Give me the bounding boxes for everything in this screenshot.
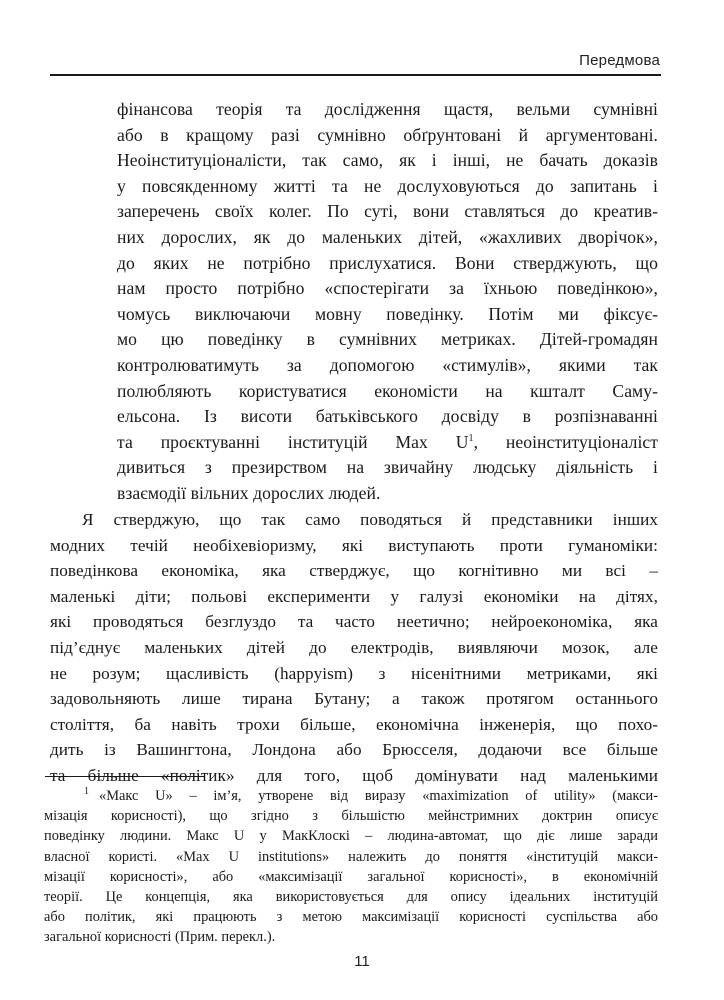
paragraph-line: не розум; щасливість (happyism) з нісенітними метриками, які — [50, 663, 658, 683]
footnote-line: загальної корисності (Прим. перекл.). — [44, 929, 276, 946]
footnote — [44, 786, 658, 948]
footnote-line: теорії. Це концепція, яка використовується для опису ідеальних інституцій — [44, 888, 658, 905]
quote-line: Неоінституціоналісти, так само, як і інші, не бачать доказів — [117, 150, 658, 171]
indented-quote-block — [117, 97, 658, 507]
running-head: Передмова — [579, 52, 660, 69]
footnote-line: власної користі. «Max U institutions» належить до поняття «інституцій макси- — [44, 848, 658, 865]
paragraph-line: під’єднує маленьких дітей до електродів, виявляючи мозок, але — [50, 637, 658, 657]
page-number: 11 — [354, 953, 370, 970]
paragraph-line: які проводяться безглуздо та часто неетично; нейроекономіка, яка — [50, 612, 658, 632]
header-rule — [50, 74, 661, 76]
paragraph-line: Я стверджую, що так само поводяться й представники інших — [82, 510, 658, 529]
quote-line: нам просто потрібно «спостерігати за їхньою поведінкою», — [117, 278, 658, 299]
paragraph-line: дить із Вашингтона, Лондона або Брюсселя, додаючи все більше — [50, 740, 658, 760]
quote-line-tail: , неоінституціоналіст — [473, 431, 658, 452]
footnote-line: поведінку людини. Макс U у МакКлоскі – людина-автомат, що діє лише заради — [44, 828, 658, 845]
footnote-line — [44, 786, 658, 806]
footnote-line: мізація корисності), що згідно з більшістю мейнстримних доктрин описує — [44, 808, 658, 825]
footnote-number: 1 — [84, 786, 89, 797]
footnote-separator-rule — [45, 776, 205, 777]
quote-line: або в кращому разі сумнівно обґрунтовані й аргументовані. — [117, 124, 658, 145]
quote-line: до яких не потрібно прислухатися. Вони стверджують, що — [117, 252, 658, 273]
paragraph-line: та більше «політик» для того, щоб домінувати над маленькими — [50, 765, 658, 785]
quote-line: мо цю поведінку в сумнівних метриках. Дітей-громадян — [117, 329, 658, 350]
paragraph-line: століття, ба навіть трохи більше, економічна інженерія, що похо- — [50, 714, 658, 734]
quote-line: заперечень своїх колег. По суті, вони ставляться до креатив- — [117, 201, 658, 222]
quote-line: взаємодії вільних дорослих людей. — [117, 482, 381, 503]
quote-line: них дорослих, як до маленьких дітей, «жахливих дворічок», — [117, 226, 658, 247]
quote-line: у повсякденному житті та не дослуховуються до запитань і — [117, 175, 658, 196]
quote-line-with-footnote-ref — [117, 430, 658, 456]
quote-line: контролюватимуть за допомогою «стимулів», якими так — [117, 354, 658, 375]
footnote-line: або політик, які працюють з метою максимізації корисності суспільства або — [44, 909, 658, 926]
footnote-line: мізації корисності», або «максимізації загальної корисності», в економічній — [44, 868, 658, 885]
paragraph-line: поведінкова економіка, яка стверджує, що когнітивно ми всі – — [50, 561, 658, 581]
quote-line: полюбляють користуватися економісти на кшталт Саму- — [117, 380, 658, 401]
paragraph-line: маленькі діти; польові експерименти у галузі економіки на дітях, — [50, 586, 658, 606]
body-paragraph — [50, 507, 658, 789]
paragraph-line: модних течій необіхевіоризму, які виступають проти гуманоміки: — [50, 535, 658, 555]
footnote-reference-link[interactable]: 1 — [468, 432, 474, 444]
paragraph-line: задовольняють лише тирана Бутану; а також протягом останнього — [50, 689, 658, 709]
quote-line-head: та проєктуванні інституцій Max U — [117, 431, 469, 452]
quote-line: дивиться з презирством на звичайну людську діяльність і — [117, 457, 658, 478]
quote-line: ельсона. Із висоти батьківського досвіду в розпізнаванні — [117, 406, 658, 427]
footnote-line-text: «Макс U» – ім’я, утворене від виразу «maximization of utility» (макси- — [99, 788, 658, 804]
quote-line: чомусь виключаючи мовну поведінку. Потім ми фіксує- — [117, 303, 658, 324]
quote-line: фінансова теорія та дослідження щастя, вельми сумнівні — [117, 99, 658, 119]
